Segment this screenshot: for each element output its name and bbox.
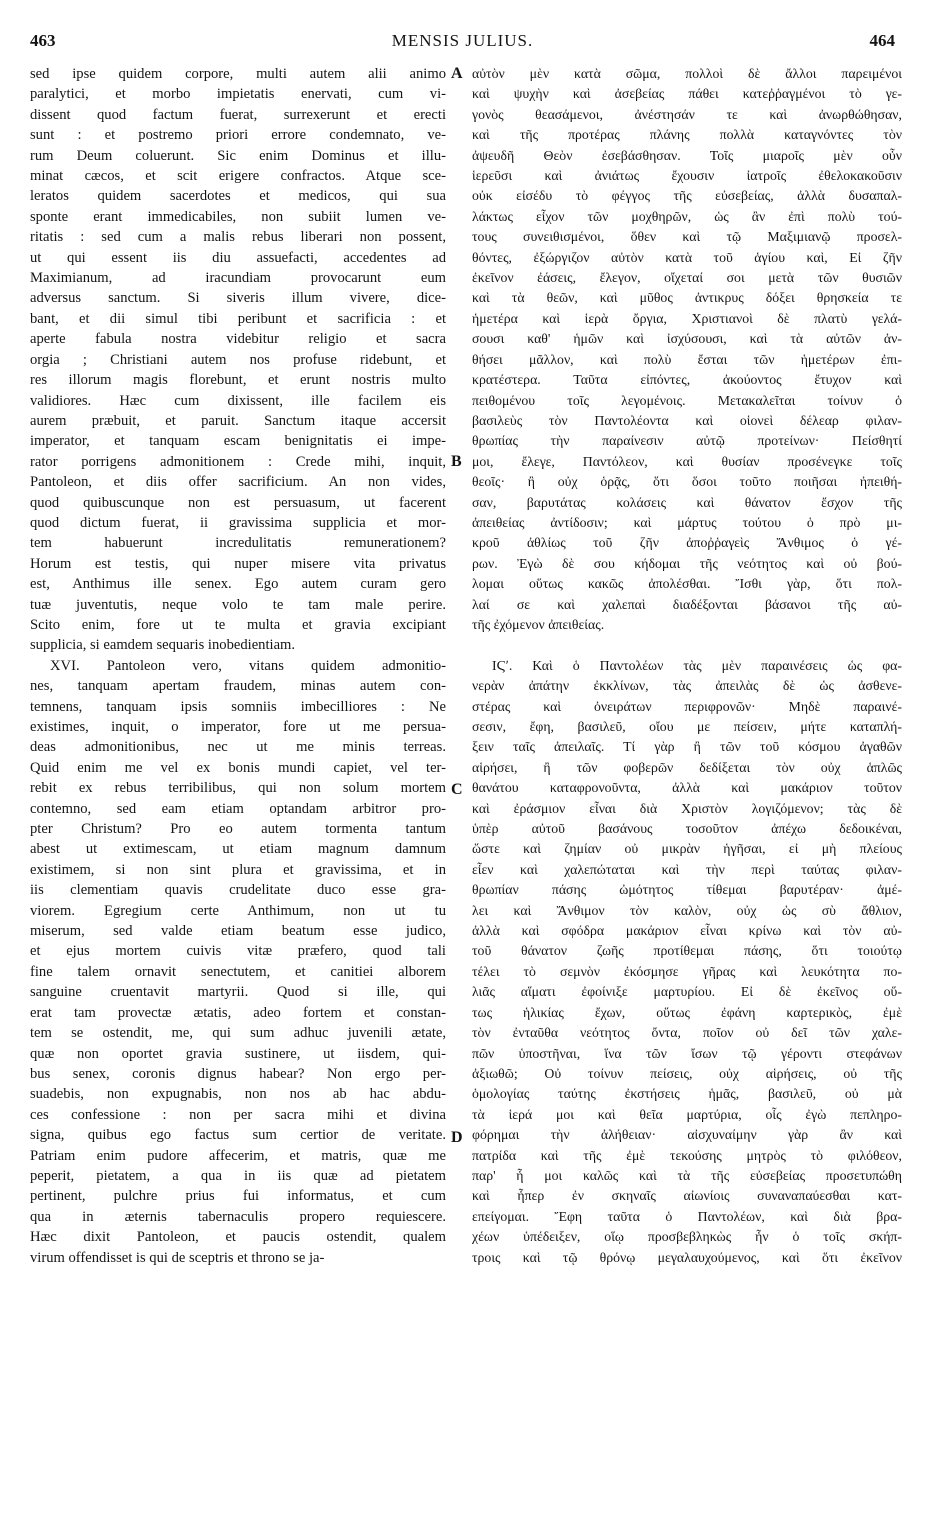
greek-text-line: λαί σε καὶ χαλεπαὶ διαδέξονται βάσανοι τῆς αὐ- xyxy=(472,596,902,612)
latin-text-line: imperator, et tanquam escam benignitatis ei impe- xyxy=(30,433,446,450)
latin-text-line: aperte fabula nostra videbitur religio et sacra xyxy=(30,331,446,348)
latin-text-line: orgia ; Christiani autem nos profuse ridebunt, et xyxy=(30,351,446,368)
latin-text-line: deas admonitionibus, nec ut me minis terreas. xyxy=(30,739,446,756)
margin-letter-c: C xyxy=(451,781,463,798)
latin-text-line: tuæ juventutis, neque volo te tam male perire. xyxy=(30,596,446,613)
latin-text-line: tem habuerunt incredulitatis remunerationem? xyxy=(30,535,446,552)
latin-text-line: fine talem ornavit senectutem, et canitiei alborem xyxy=(30,963,446,980)
greek-text-line: καὶ τῆς προτέρας πλάνης πολλὰ καταγνόντες τὸν xyxy=(472,127,902,143)
greek-text-line: ξειν ταῖς ἀπειλαῖς. Τί γὰρ ἢ τῶν τοῦ κόσμου ἀγαθῶν xyxy=(472,739,902,755)
latin-text-line: iis clementiam quavis crudelitate duco esse gra- xyxy=(30,882,446,899)
greek-text-line: γονὸς θεασάμενοι, ἀνέστησάν τε καὶ ἀνωρθώθησαν, xyxy=(472,106,902,122)
greek-text-line: τὰ ἱερά μοι καὶ θεῖα μαρτύρια, οἷς ἐγὼ πεπληρο- xyxy=(472,1106,902,1122)
greek-text-line: θρωπίαν πάσης ὠμότητος τίθεμαι βαρυτέραν· ἀμέ- xyxy=(472,882,902,898)
latin-text-line: res illorum magis florebunt, et erunt nostris multo xyxy=(30,372,446,389)
latin-text-line: sanguine cruentavit martyrii. Quod si ille, qui xyxy=(30,984,446,1001)
latin-text-line: sunt : et postremo priori errore condemnato, ve- xyxy=(30,127,446,144)
greek-text-line: τὸν ἐνταῦθα νεότητος ὄντα, ποῖον οὐ δεῖ τῶν χαλε- xyxy=(472,1025,902,1041)
greek-text-line: ἀπειθείας ἀντίδοσιν; καὶ μάρτυς τούτου ὁ πρὸ μι- xyxy=(472,514,902,530)
latin-text-line: validiores. Hæc cum dixissent, ille facilem eis xyxy=(30,392,446,409)
right-page-number: 464 xyxy=(869,31,895,50)
greek-text-line: οὐκ εἰσέδυ τὸ φέγγος τῆς εὐσεβείας, ἀλλὰ δυσαπαλ- xyxy=(472,188,902,204)
greek-text-line: ὥστε καὶ ζημίαν οὐ μικρὰν ἡγῆσαι, εἰ μὴ πλείους xyxy=(472,841,902,857)
latin-text-line: rum Deum coluerunt. Sic enim Dominus et illu- xyxy=(30,147,446,164)
greek-text-line: ἱερεῦσι καὶ ἀνιάτως ἔχουσιν ἰατροῖς ἐθελοκακοῦσιν xyxy=(472,168,902,184)
greek-text-line: αὐτὸν μὲν κατὰ σῶμα, πολλοὶ δὲ ἄλλοι παρειμένοι xyxy=(472,66,902,81)
greek-text-line: στέρας καὶ ὀνειράτων περιφρονῶν· Μηδὲ παραινέ- xyxy=(472,698,902,714)
latin-text-line: leratos quidem sacerdotes et medicos, qui sua xyxy=(30,188,446,205)
greek-text-line: καὶ ἐράσμιον εἶναι διὰ Χριστὸν λογιζόμενον; τὰς δὲ xyxy=(472,800,902,816)
greek-text-line: πειθομένου τοῖς λεγομένοις. Μετακαλεῖται τοίνυν ὁ xyxy=(472,392,902,408)
greek-text-line: ρων. Ἐγὼ δὲ σου κήδομαι τῆς νεότητος καὶ οὐ βού- xyxy=(472,555,902,571)
greek-text-line: σαν, βαρυτάτας κολάσεις καὶ θάνατον ἔσχον τῆς xyxy=(472,494,902,510)
greek-text-line: σεσιν, ἔφη, βασιλεῦ, οἴου με πείσειν, μήτε καταπλή- xyxy=(472,719,902,734)
latin-text-line: supplicia, si eamdem sequaris inobedientiam. xyxy=(30,637,296,654)
latin-text-line: quod dictum fuerat, ii gravissima supplicia et mor- xyxy=(30,514,446,531)
greek-text-line: κρατέστερα. Ταῦτα εἰπόντες, ἀκούοντος ἔτυχον καὶ xyxy=(472,372,902,388)
latin-text-line: quod quibuscunque non est persuasum, ut facerent xyxy=(30,494,446,511)
latin-text-line: quæ non oportet gravia sustinere, ut iisdem, qui- xyxy=(30,1045,446,1062)
latin-text-line: bus senex, coronis dignus habear? Non ergo per- xyxy=(30,1065,446,1082)
greek-text-line: τους συνειθισμένοι, ὅθεν καὶ τῷ Μαξιμιανῷ προσελ- xyxy=(472,229,902,245)
latin-text-line: aurem præbuit, et paruit. Sanctum itaque accersit xyxy=(30,412,446,429)
latin-text-line: sponte erant immedicabiles, non subiit lumen ve- xyxy=(30,208,446,225)
latin-text-line: adversus sanctum. Si siveris illum vivere, dice- xyxy=(30,290,446,307)
greek-text-line: φόρημαι τὴν ἀλήθειαν· αἰσχυναίμην γὰρ ἂν καὶ xyxy=(472,1127,902,1143)
greek-text-line: σουσι καθ' ἡμῶν καὶ ἰσχύσουσι, καὶ τὰ αὐτῶν ἀν- xyxy=(472,331,902,347)
greek-text-line: τέλει τὸ σεμνὸν ἐκόσμησε γῆρας καὶ λευκότητα πο- xyxy=(472,963,902,979)
latin-text-line: Quid enim me vel ex bonis mundi capiet, vel ter- xyxy=(30,759,446,776)
greek-text-line: θανάτου καταφρονοῦντα, ἀλλὰ καὶ μακάριον τοῦτον xyxy=(472,780,902,796)
greek-text-line: κροῦ ἀθλίως τοῦ ζῆν ἀποῤῥαγεὶς Ἄνθιμος ὁ γέ- xyxy=(472,535,902,551)
latin-text-line: XVI. Pantoleon vero, vitans quidem admonitio- xyxy=(50,657,446,674)
greek-text-line: πατρίδα καὶ τῆς ἐμὲ τεκούσης μητρὸς τὸ φιλόθεον, xyxy=(472,1147,902,1163)
latin-text-line: peperit, pietatem, a qua in iis quæ ad pietatem xyxy=(30,1167,446,1184)
margin-letter-b: B xyxy=(451,453,462,470)
margin-letter-a: A xyxy=(451,65,463,82)
greek-text-line: θρωπίας τὴν παραίνεσιν αὐτῷ προτείνων· Πείσθητί xyxy=(472,433,902,449)
greek-text-line: μοι, ἔλεγε, Παντόλεον, καὶ θυσίαν προσένεγκε τοῖς xyxy=(472,453,902,469)
latin-text-line: sed ipse quidem corpore, multi autem alii animo xyxy=(30,66,446,82)
greek-text-line: καὶ ψυχὴν καὶ ἀσεβείας πάθει κατεῤῥαγμένοι τὸ γε- xyxy=(472,86,902,102)
latin-text-line: et ejus mortem cuivis vitæ præfero, quod tali xyxy=(30,943,446,960)
greek-text-line: καὶ ἧπερ ἐν σκηναῖς αἰωνίοις συναναπαύεσθαι κατ- xyxy=(472,1188,902,1204)
greek-text-line: καὶ τὰ θεῶν, καὶ μῦθος ἀντικρυς δόξει θρησκεία τε xyxy=(472,290,902,306)
greek-text-line: παρ' ἧ μοι καλῶς καὶ τὰ τῆς εὐσεβείας προσετυπώθη xyxy=(472,1167,902,1183)
greek-text-line: ὁμολογίας ταύτης ἐκστήσεις ἡμᾶς, βασιλεῦ, οὐ μὰ xyxy=(472,1086,902,1102)
latin-text-line: erat tam provectæ ætatis, adeo fortem et constan- xyxy=(30,1004,446,1021)
latin-text-line: Pantoleon, et diis offer sacrificium. An non vides, xyxy=(30,474,446,491)
greek-text-line: λάκτως εἶχον τῶν μοχθηρῶν, ὡς ἂν ἐπὶ πολὺ τού- xyxy=(472,208,902,224)
latin-text-line: ces confessione : non per sacra mihi et divina xyxy=(30,1106,446,1123)
latin-text-line: minat cæcos, et scit erigere confractos. Atque sce- xyxy=(30,168,446,185)
latin-text-line: pter Christum? Pro eo autem tormenta tantum xyxy=(30,821,446,838)
greek-text-line: επείγομαι. Ἔφη ταῦτα ὁ Παντολέων, καὶ διὰ βρα- xyxy=(472,1208,902,1224)
running-title: MENSIS JULIUS. xyxy=(391,31,534,50)
greek-text-line: βασιλεὺς τὸν Παντολέοντα καὶ οἱονεὶ δέλεαρ φιλαν- xyxy=(472,412,902,428)
greek-text-line: τως ἡλικίας ἔχων, οὕτως ἐφάνη καρτερικὸς, ἐμὲ xyxy=(472,1004,902,1020)
greek-text-line: ΙϚʹ. Καὶ ὁ Παντολέων τὰς μὲν παραινέσεις ὡς φα- xyxy=(492,657,902,673)
greek-text-line: τοῦ θάνατον ζωῆς προτίθεμαι πάσης, ὅτι τοιούτῳ xyxy=(472,943,902,959)
latin-text-line: rator porrigens admonitionem : Crede mihi, inquit, xyxy=(30,453,446,470)
greek-text-line: τροις καὶ τῷ θρόνῳ μεγαλαυχούμενος, καὶ ὅτι ἐκεῖνον xyxy=(472,1249,902,1265)
latin-text-line: est, Anthimus ille senex. Ego autem curam gero xyxy=(30,576,446,593)
latin-column xyxy=(30,64,446,1268)
greek-text-line: λιᾶς αἵματι ἐφοίνιξε μαρτυρίου. Εἰ δὲ ἐκεῖνος οὕ- xyxy=(472,984,902,1000)
latin-text-line: nes, tanquam apertam fraudem, minas autem con- xyxy=(30,678,446,695)
latin-text-line: Horum est testis, qui nuper misere vita privatus xyxy=(30,555,446,572)
greek-text-line xyxy=(472,635,902,655)
greek-text-line: ἡμετέρα καὶ ἱερὰ ὄργια, Χριστιανοὶ δὲ πλατὺ γελά- xyxy=(472,310,902,326)
page-header xyxy=(0,30,925,56)
latin-text-line: Maximianum, ad iracundiam provocarunt eum xyxy=(30,270,446,287)
latin-text-line: temnens, tanquam ipsis somniis imbecilliores : Ne xyxy=(30,698,446,715)
greek-text-line: θεοῖς· ἢ οὐχ ὁρᾷς, ὅτι ὅσοι τοῦτο ποιῆσαι ἠπειθή- xyxy=(472,474,902,490)
margin-letter-d: D xyxy=(451,1129,463,1146)
latin-text-line: Scito enim, fore ut te multa et gravia excipiant xyxy=(30,616,446,633)
latin-text-line: miserum, sed valde etiam beatum esse judico, xyxy=(30,923,446,940)
latin-text-line: viorem. Egregium certe Anthimum, non ut tu xyxy=(30,902,446,919)
greek-text-line: ἐκεῖνον ἐάσεις, ἔλεγον, οἴχεταί σοι μετὰ τῶν θυσιῶν xyxy=(472,270,902,286)
latin-text-line: Patriam enim pudore affecerim, et matris, quæ me xyxy=(30,1147,446,1164)
latin-text-line: virum offendisset is qui de sceptris et throno se ja- xyxy=(30,1249,325,1266)
greek-text-line: λει καὶ Ἄνθιμον τὸν καλὸν, οὐχ ὡς σὺ ἄθλιον, xyxy=(472,902,902,918)
latin-text-line: contemno, sed eam etiam optandam arbitror pro- xyxy=(30,800,446,817)
latin-text-line: bant, et dii simul tibi peribunt et sacrificia : et xyxy=(30,310,446,327)
greek-text-line: χέων ὑπέδειξεν, οἵῳ προσβεβληκὼς ἦν ὁ τοῖς σκήπ- xyxy=(472,1229,902,1245)
greek-text-line: εἶεν καὶ χαλεπώταται καὶ τὴν περὶ ταύτας φιλαν- xyxy=(472,861,902,877)
greek-column xyxy=(472,64,902,1268)
latin-text-line: existimem, si non sint plura et gravissima, et in xyxy=(30,861,446,878)
greek-text-line: ἀψευδῆ Θεὸν ἐσεβάσθησαν. Τοῖς μιαροῖς μὲν οὖν xyxy=(472,147,902,163)
greek-text-line: θήσει μᾶλλον, καὶ πολὺ ἔσται τῶν ἡμετέρων ἐπι- xyxy=(472,351,902,367)
left-page-number: 463 xyxy=(30,31,56,50)
greek-text-line: πῶν ὑποστῆναι, ἵνα τῶν ἴσων τῷ γέροντι στεφάνων xyxy=(472,1045,902,1061)
greek-text-line: ἀξιωθῶ; Οὐ τοίνυν πείσεις, οὐχ αἱρήσεις, οὐ τῆς xyxy=(472,1065,902,1081)
latin-text-line: suadebis, non expugnabis, non nos ab hac abdu- xyxy=(30,1086,446,1103)
latin-text-line: ritatis : sed cum a malis rebus liberari non possent, xyxy=(30,229,446,246)
latin-text-line: Hæc dixit Pantoleon, et paucis ostendit, qualem xyxy=(30,1229,446,1246)
latin-text-line: abest ut extimescam, ut etiam magnum damnum xyxy=(30,841,446,858)
greek-text-line: ὑπὲρ αὐτοῦ βασάνους τοσοῦτον ἀπέχω δεδοικέναι, xyxy=(472,821,902,837)
latin-text-line: existimes, inquit, o imperator, fore ut me persua- xyxy=(30,719,446,735)
latin-text-line: pertinent, pulchre prius fui informatus, et cum xyxy=(30,1188,446,1205)
latin-text-line: paralytici, et morbo impietatis enervati, cum vi- xyxy=(30,86,446,103)
latin-text-line: ut qui essent iis diu assuefacti, accedentes ad xyxy=(30,249,446,266)
greek-text-line: αἱρήσει, ἢ τῶν φοβερῶν δεδίξεται τὸν οὐχ ἁπλῶς xyxy=(472,759,902,775)
greek-text-line: λομαι οὕτως κακῶς ἀπολέσθαι. Ἴσθι γὰρ, ὅτι πολ- xyxy=(472,576,902,592)
latin-text-line: qua in æternis tabernaculis propero requiescere. xyxy=(30,1208,446,1225)
latin-text-line: signa, quibus ego factus sum certior de veritate. xyxy=(30,1127,446,1144)
latin-text-line: dissent quod factum fuerat, surrexerunt et erecti xyxy=(30,106,446,123)
greek-text-line: ἀλλὰ καὶ σφόδρα μακάριον εἶναι κρίνω καὶ τὸν αὐ- xyxy=(472,923,902,939)
greek-text-line: νερὰν ἀπάτην ἐκκλίνων, τὰς ἀπειλὰς δὲ ὡς ἀσθενε- xyxy=(472,678,902,694)
latin-text-line: rebit ex rebus terribilibus, qui non solum mortem xyxy=(30,780,446,797)
greek-text-line: τῆς ἐχόμενον ἀπειθείας. xyxy=(472,616,605,632)
latin-text-line: tem se ostendit, me, qui sum adhuc juvenili ætate, xyxy=(30,1025,446,1042)
greek-text-line: θόντες, ἐξώργιζον αὐτὸν κατὰ τοῦ ἁγίου καὶ, Εἰ ζῆν xyxy=(472,249,902,265)
